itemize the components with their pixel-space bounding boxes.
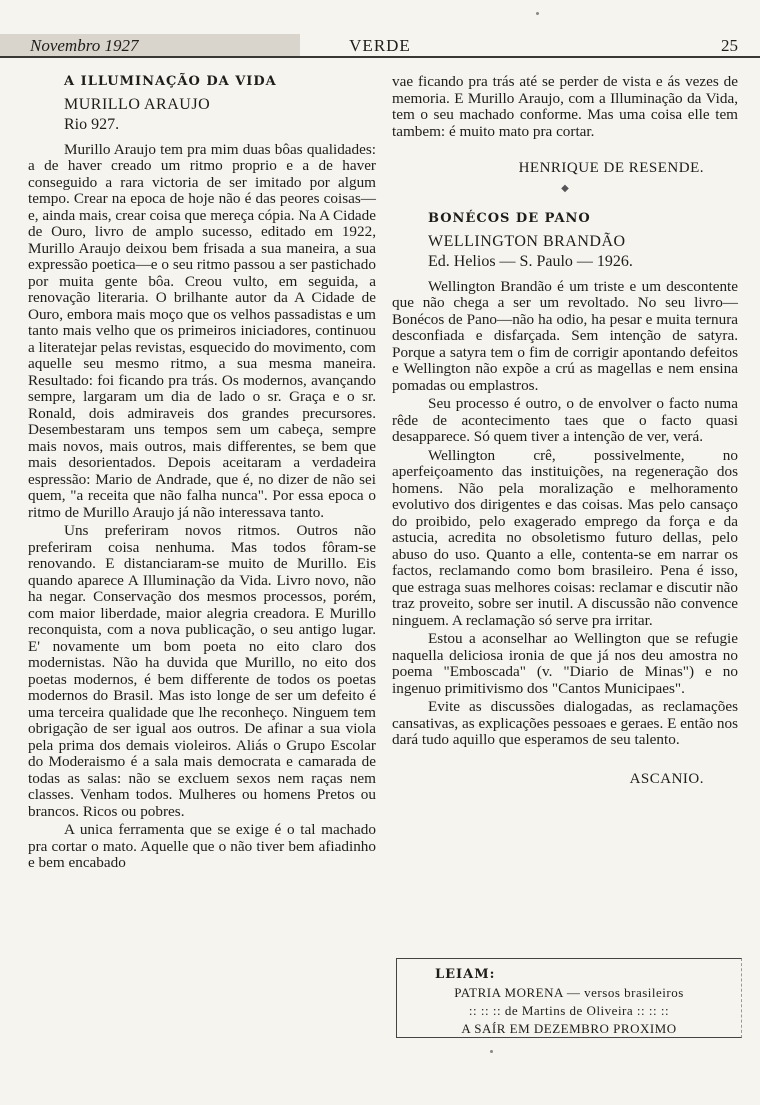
review-publication-info: Rio 927.: [64, 116, 120, 133]
signature-henrique: HENRIQUE DE RESENDE.: [518, 160, 704, 176]
advert-line-title: PATRIA MORENA — versos brasileiros: [454, 985, 684, 1000]
ornament-icon: ◆: [561, 182, 569, 194]
paragraph: Estou a aconselhar ao Wellington que se refugie naquella deliciosa ironia de que já nos deu amostra no poema "Emboscada" (v. "Diario de Minas") e no ingenuo primitivismo dos "Cantos Municipaes".: [392, 630, 738, 697]
advert-heading: LEIAM:: [435, 967, 496, 982]
review-bonecos-section: [392, 211, 738, 787]
paragraph: Wellington crê, possivelmente, no aperfeiçoamento das instituições, na regeneração dos homens. Não pela moralização e melhoramento evolutivo dos dirigentes e das coisas. Mas pelo cansaço do proibido, pelo exagerado emprego da força e da astucia, acredita no obsoletismo futuro dellas, pelo abuso do uso. Quanto a elle, contenta-se em narrar os factos, reclamando como bom brasileiro. Pena é isso, que estraga suas melhores coisas: reclamar e discutir não traz proveito, sobre ser inutil. A discussão não convence ninguem. A reclamação só serve pra irritar.: [392, 446, 738, 629]
left-column: [28, 74, 376, 872]
review-title-illuminacao: A ILLUMINAÇÃO DA VIDA: [64, 74, 277, 89]
speck-mark: [490, 1050, 493, 1053]
paragraph: Uns preferiram novos ritmos. Outros não preferiram coisa nenhuma. Mas todos fôram-se renovando. E distanciaram-se muito de Murillo. Eis quando aparece A Illuminação da Vida. Livro novo, não ha negar. Conservação dos mesmos processos, porém, com maior liberdade, maior alegria creadora. E Murillo reconquista, com a nova publicação, o seu antigo lugar. E' novamente um bom poeta no eito claro dos modernistas. Não ha duvida que Murillo, no eito dos poetas modernos, é bem differente de todos os poetas modernos do Brasil. Mas isto longe de ser um defeito é uma terceira qualidade que lhe reconheço. Ninguem tem obrigação de ser igual aos outros. De afinar a sua viola pela prima dos demais violeiros. Aliás o Grupo Escolar do Moderaismo é a sala mais democrata e camarada de todas as salas: não se excluem sexos nem raças nem classes. Venham todos. Mulheres ou homens Pretos ou brancos. Ricos ou pobres.: [28, 522, 376, 820]
speck-mark: [536, 12, 539, 15]
advert-line-author: :: :: :: de Martins de Oliveira :: :: ::: [468, 1003, 670, 1018]
header-page-number: 25: [721, 36, 738, 55]
signature-ascanio: ASCANIO.: [629, 770, 704, 787]
advert-box: [396, 958, 742, 1038]
page-header: [0, 28, 760, 58]
paragraph: Wellington Brandão é um triste e um descontente que não chega a ser um revoltado. No seu livro—Bonécos de Pano—não ha odio, ha pesar e muita ternura desconfiada e disfarçada. Sem intenção de satyra. Porque a satyra tem o fim de corrigir apontando defeitos e Wellington não expõe a crú as magellas e nem ensina pomadas ou emplastros.: [392, 277, 738, 394]
advert-line-date: A SAÍR EM DEZEMBRO PROXIMO: [461, 1021, 677, 1036]
right-column: [392, 74, 738, 787]
paragraph: A unica ferramenta que se exige é o tal machado pra cortar o mato. Aquelle que o não tiver bem afiadinho e bem encabado: [28, 821, 376, 871]
header-title: VERDE: [349, 36, 411, 55]
paragraph: Seu processo é outro, o de envolver o facto numa rêde de acontecimento taes que o facto quasi desapparece. Só quem tiver a intenção de ver, verá.: [392, 395, 738, 445]
review-author-murillo: MURILLO ARAUJO: [64, 95, 211, 113]
paragraph: Murillo Araujo tem pra mim duas bôas qualidades: a de haver creado um ritmo proprio e a de haver conseguido a rara victoria de ser imitado por algum tempo. Crear na epoca de hoje não é das peores coisas—e, ainda mais, crear coisa que mereça cópia. Na A Cidade de Ouro, livro de amplo sucesso, editado em 1922, Murillo Araujo deixou bem frisada a sua maneira, a sua expressão poetica—e o seu ritmo passou a ser pastichado por muita gente bôa. Creou vulto, em seguida, a renovação literaria. O brilhante autor da A Cidade de Ouro, embora mais moço que os velhos passadistas e um tanto mais velho que os primeiros iniciadores, continuou a literatejar pelas revistas, esquecido do movimento, com aquelle seu mesmo ritmo, a sua mesma maneira. Resultado: foi ficando pra trás. Os modernos, avançando sempre, largaram um dia de lado o sr. Graça e o sr. Ronald, dois admiraveis dos grandes precursores. Desembestaram uns tempos sem um cabeça, sempre mais novos, mais outros, mais differentes, se bem que mais desorientados. Depois aceitaram a verdadeira espressão: Mario de Andrade, que é, no dizer de não sei quem, "a receita que não falha nunca". Por essa epoca o ritmo de Murillo Araujo já não interessava tanto.: [28, 140, 376, 521]
header-date: Novembro 1927: [30, 36, 139, 55]
paragraph-continuation: vae ficando pra trás até se perder de vista e ás vezes de memoria. E Murillo Araujo, com a Illuminação da Vida, tem o seu machado conforme. Mas uma coisa elle tem tambem: é muito mato pra cortar.: [392, 73, 738, 140]
review-publication-info: Ed. Helios — S. Paulo — 1926.: [428, 253, 633, 270]
paragraph: Evite as discussões dialogadas, as reclamações cansativas, as explicações pessoaes e geraes. E então nos dará tudo aquillo que esperamos de seu talento.: [392, 698, 738, 748]
review-author-wellington: WELLINGTON BRANDÃO: [428, 232, 626, 250]
review-title-bonecos: BONÉCOS DE PANO: [428, 211, 591, 226]
